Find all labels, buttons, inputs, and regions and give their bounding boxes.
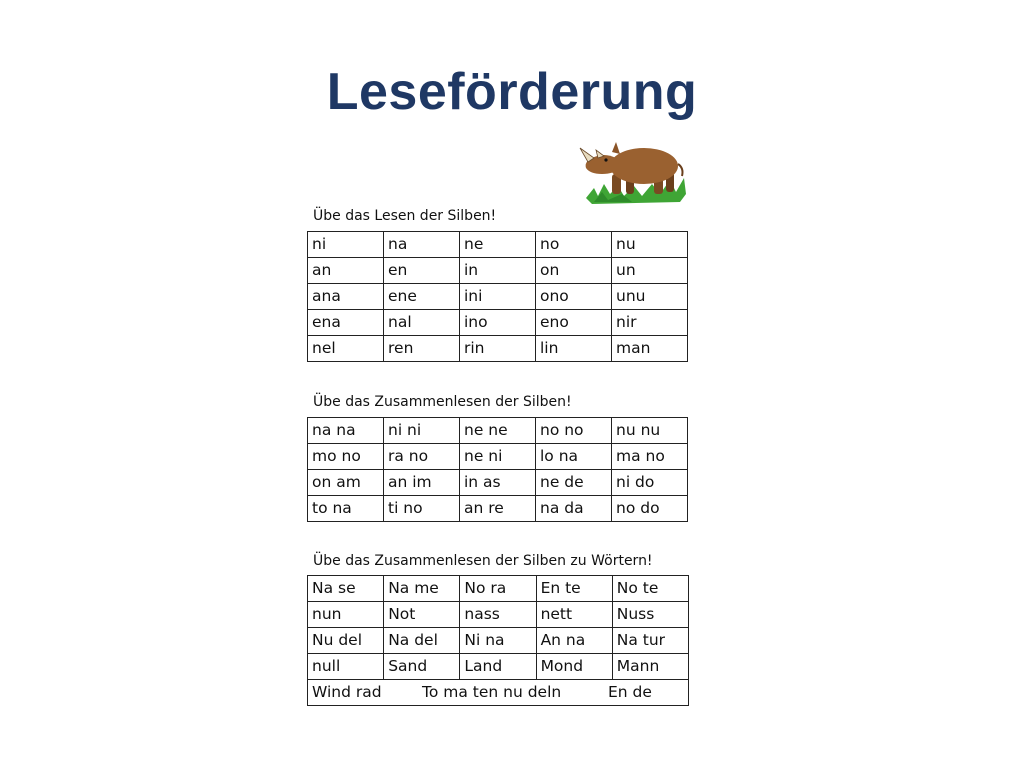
syllable-cell: na (384, 232, 460, 258)
syllable-cell: ini (460, 284, 536, 310)
syllable-cell: an (308, 258, 384, 284)
rhino-icon (572, 136, 692, 208)
compound-word-row (308, 680, 689, 706)
slide-title: Leseförderung (326, 63, 698, 121)
table-row (308, 284, 688, 310)
syllable-table-2 (307, 417, 688, 522)
syllable-cell: An na (536, 628, 612, 654)
syllable-cell: ra no (384, 444, 460, 470)
syllable-cell: ne ni (460, 444, 536, 470)
syllable-cell: lin (536, 336, 612, 362)
syllable-cell: null (308, 654, 384, 680)
syllable-cell: on (536, 258, 612, 284)
syllable-cell: Na me (384, 576, 460, 602)
syllable-cell: Ni na (460, 628, 536, 654)
syllable-cell: unu (612, 284, 688, 310)
table-row (308, 654, 689, 680)
section-heading-2: Übe das Zusammenlesen der Silben! (313, 394, 572, 410)
syllable-cell: ne ne (460, 418, 536, 444)
syllable-cell: ena (308, 310, 384, 336)
syllable-cell: to na (308, 496, 384, 522)
section-heading-1: Übe das Lesen der Silben! (313, 208, 497, 224)
syllable-cell: nett (536, 602, 612, 628)
syllable-cell: no (536, 232, 612, 258)
syllable-cell: ni do (612, 470, 688, 496)
table-row (308, 418, 688, 444)
syllable-cell: ono (536, 284, 612, 310)
syllable-cell: mo no (308, 444, 384, 470)
section-heading-3: Übe das Zusammenlesen der Silben zu Wörtern! (313, 553, 653, 569)
syllable-cell: Not (384, 602, 460, 628)
syllable-cell: ino (460, 310, 536, 336)
syllable-cell: Sand (384, 654, 460, 680)
syllable-cell: No te (612, 576, 688, 602)
syllable-cell: an im (384, 470, 460, 496)
table-row (308, 628, 689, 654)
table-row (308, 444, 688, 470)
table-row (308, 470, 688, 496)
syllable-cell: ni (308, 232, 384, 258)
syllable-cell: nir (612, 310, 688, 336)
syllable-cell: nass (460, 602, 536, 628)
compound-word: En de (608, 683, 652, 701)
syllable-cell: en (384, 258, 460, 284)
syllable-cell: on am (308, 470, 384, 496)
syllable-cell: Nuss (612, 602, 688, 628)
syllable-cell: ni ni (384, 418, 460, 444)
syllable-cell: an re (460, 496, 536, 522)
syllable-cell: ne de (536, 470, 612, 496)
syllable-cell: eno (536, 310, 612, 336)
syllable-cell: un (612, 258, 688, 284)
syllable-cell: ne (460, 232, 536, 258)
table-row (308, 310, 688, 336)
syllable-cell: En te (536, 576, 612, 602)
syllable-cell: na na (308, 418, 384, 444)
syllable-cell: Na tur (612, 628, 688, 654)
compound-word: Wind rad (312, 683, 382, 701)
syllable-cell: lo na (536, 444, 612, 470)
syllable-cell: ana (308, 284, 384, 310)
table-row (308, 576, 689, 602)
syllable-cell: No ra (460, 576, 536, 602)
syllable-cell: Na se (308, 576, 384, 602)
syllable-cell: na da (536, 496, 612, 522)
syllable-cell: Mond (536, 654, 612, 680)
syllable-cell: nel (308, 336, 384, 362)
syllable-cell: ma no (612, 444, 688, 470)
syllable-cell: nal (384, 310, 460, 336)
table-row (308, 496, 688, 522)
syllable-cell: rin (460, 336, 536, 362)
syllable-cell: man (612, 336, 688, 362)
syllable-cell: no no (536, 418, 612, 444)
syllable-cell: nu nu (612, 418, 688, 444)
syllable-cell: ene (384, 284, 460, 310)
syllable-cell: nu (612, 232, 688, 258)
syllable-cell: Nu del (308, 628, 384, 654)
table-row (308, 680, 689, 706)
table-row (308, 232, 688, 258)
syllable-cell: no do (612, 496, 688, 522)
syllable-cell: Land (460, 654, 536, 680)
table-row (308, 336, 688, 362)
syllable-cell: Mann (612, 654, 688, 680)
table-row (308, 258, 688, 284)
compound-word: To ma ten nu deln (422, 683, 562, 701)
syllable-cell: nun (308, 602, 384, 628)
syllable-cell: in (460, 258, 536, 284)
syllable-cell: ren (384, 336, 460, 362)
syllable-cell: Na del (384, 628, 460, 654)
syllable-table-1 (307, 231, 688, 362)
word-table (307, 575, 689, 706)
table-row (308, 602, 689, 628)
syllable-cell: ti no (384, 496, 460, 522)
syllable-cell: in as (460, 470, 536, 496)
